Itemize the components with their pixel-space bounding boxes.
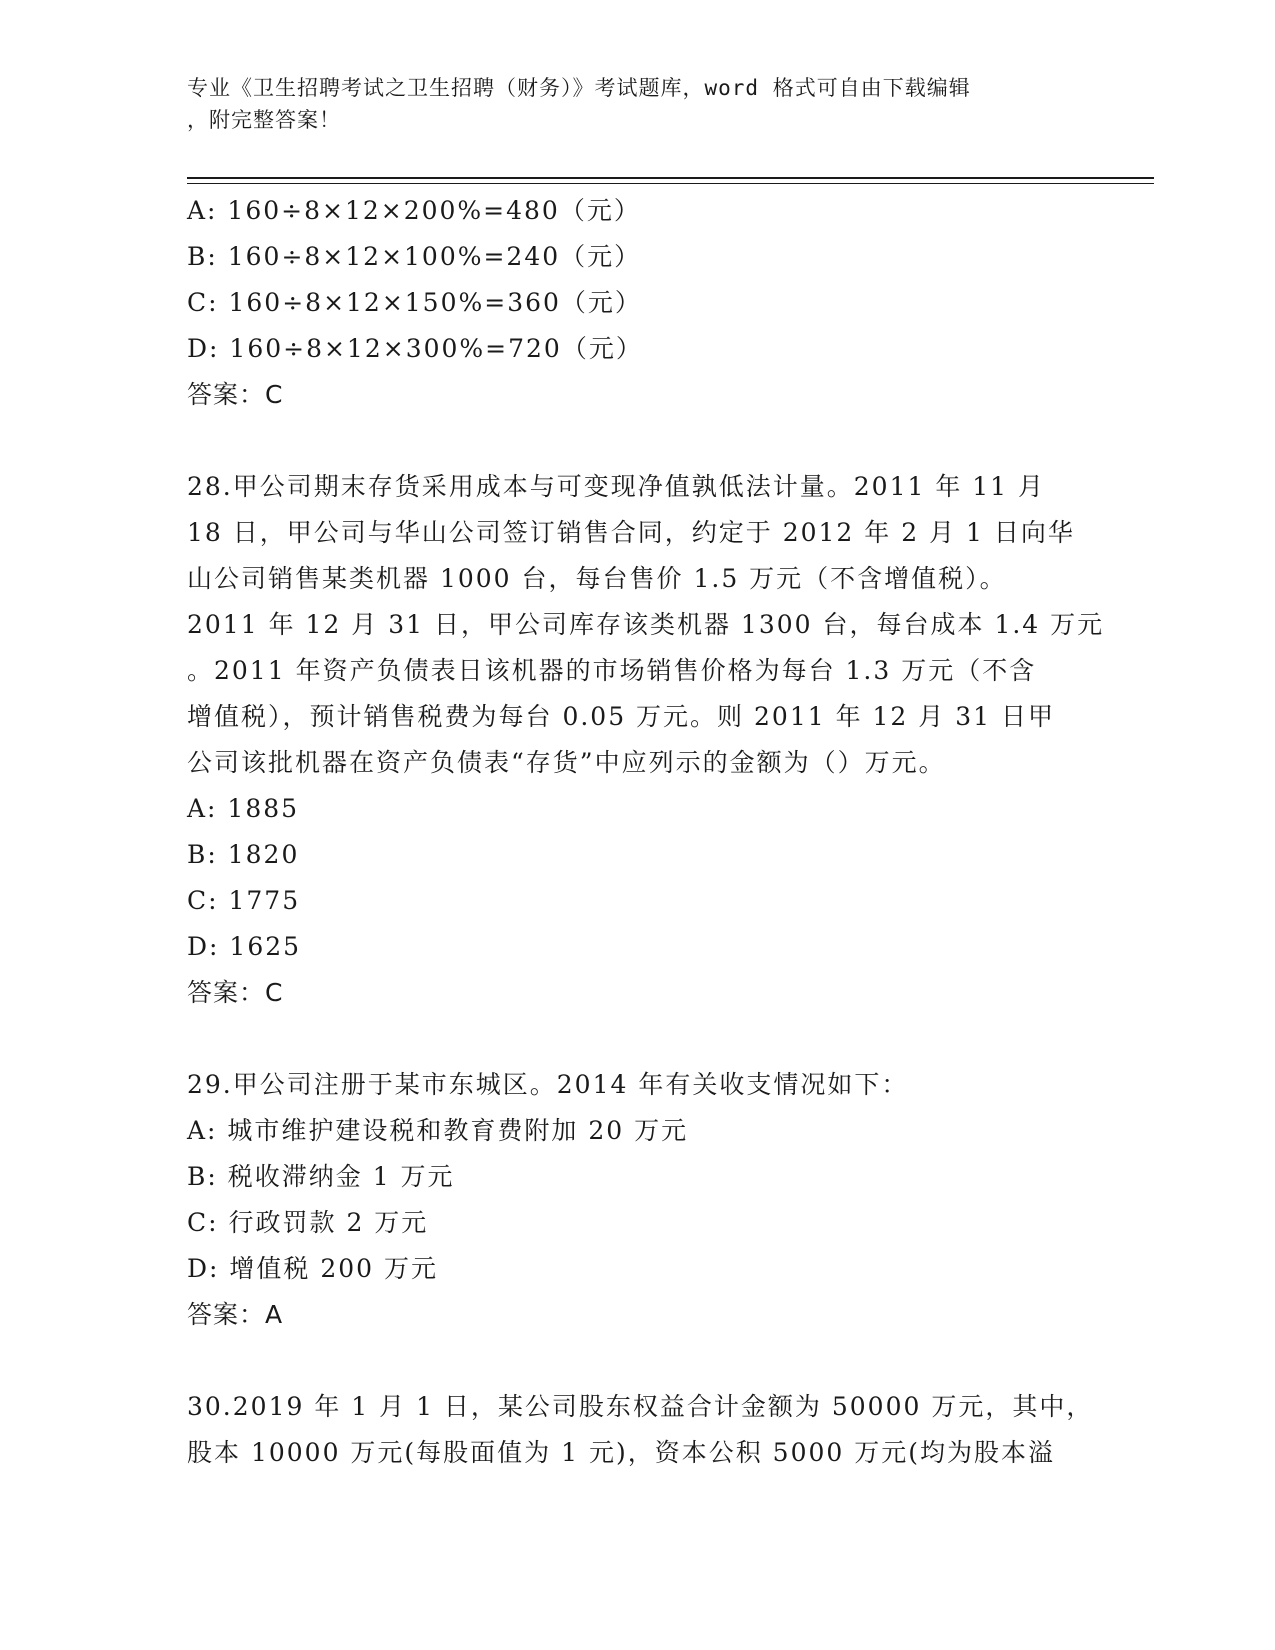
option-b: B: 税收滞纳金 1 万元 <box>187 1162 455 1191</box>
question-27 <box>187 188 1087 418</box>
option-c: C: 160÷8×12×150%=360（元） <box>187 288 642 317</box>
question-stem-line: 30.2019 年 1 月 1 日，某公司股东权益合计金额为 50000 万元，其中， <box>187 1392 1094 1421</box>
header-line-2: ，附完整答案！ <box>187 108 341 132</box>
document-header <box>187 72 1087 136</box>
option-a: A: 160÷8×12×200%=480（元） <box>187 196 641 225</box>
option-b: B: 160÷8×12×100%=240（元） <box>187 242 642 271</box>
question-30 <box>187 1384 1094 1476</box>
question-stem-line: 公司该批机器在资产负债表“存货”中应列示的金额为（）万元。 <box>187 748 946 777</box>
document-body <box>187 188 1105 1476</box>
question-stem-line: 28.甲公司期末存货采用成本与可变现净值孰低法计量。2011 年 11 月 <box>187 472 1046 501</box>
header-line-1: 专业《卫生招聘考试之卫生招聘（财务）》考试题库，word 格式可自由下载编辑 <box>187 76 971 100</box>
question-28 <box>187 464 1105 1016</box>
option-a: A: 1885 <box>187 794 300 823</box>
header-rule-thick <box>187 177 1154 179</box>
answer: 答案：C <box>187 380 284 409</box>
question-stem-line: 。2011 年资产负债表日该机器的市场销售价格为每台 1.3 万元（不含 <box>187 656 1037 685</box>
question-stem-line: 29.甲公司注册于某市东城区。2014 年有关收支情况如下： <box>187 1070 909 1099</box>
option-d: D: 1625 <box>187 932 302 961</box>
question-29 <box>187 1062 1087 1338</box>
answer: 答案：C <box>187 978 284 1007</box>
option-d: D: 增值税 200 万元 <box>187 1254 439 1283</box>
option-c: C: 行政罚款 2 万元 <box>187 1208 429 1237</box>
question-stem-line: 山公司销售某类机器 1000 台，每台售价 1.5 万元（不含增值税）。 <box>187 564 1007 593</box>
header-rule-thin <box>187 183 1154 184</box>
question-stem-line: 股本 10000 万元(每股面值为 1 元)，资本公积 5000 万元(均为股本溢 <box>187 1438 1056 1467</box>
option-d: D: 160÷8×12×300%=720（元） <box>187 334 643 363</box>
question-stem-line: 2011 年 12 月 31 日，甲公司库存该类机器 1300 台，每台成本 1.4 万元 <box>187 610 1105 639</box>
answer: 答案：A <box>187 1300 284 1329</box>
option-a: A: 城市维护建设税和教育费附加 20 万元 <box>187 1116 689 1145</box>
option-b: B: 1820 <box>187 840 300 869</box>
option-c: C: 1775 <box>187 886 301 915</box>
question-stem-line: 18 日，甲公司与华山公司签订销售合同，约定于 2012 年 2 月 1 日向华 <box>187 518 1075 547</box>
question-stem-line: 增值税），预计销售税费为每台 0.05 万元。则 2011 年 12 月 31 日甲 <box>187 702 1055 731</box>
